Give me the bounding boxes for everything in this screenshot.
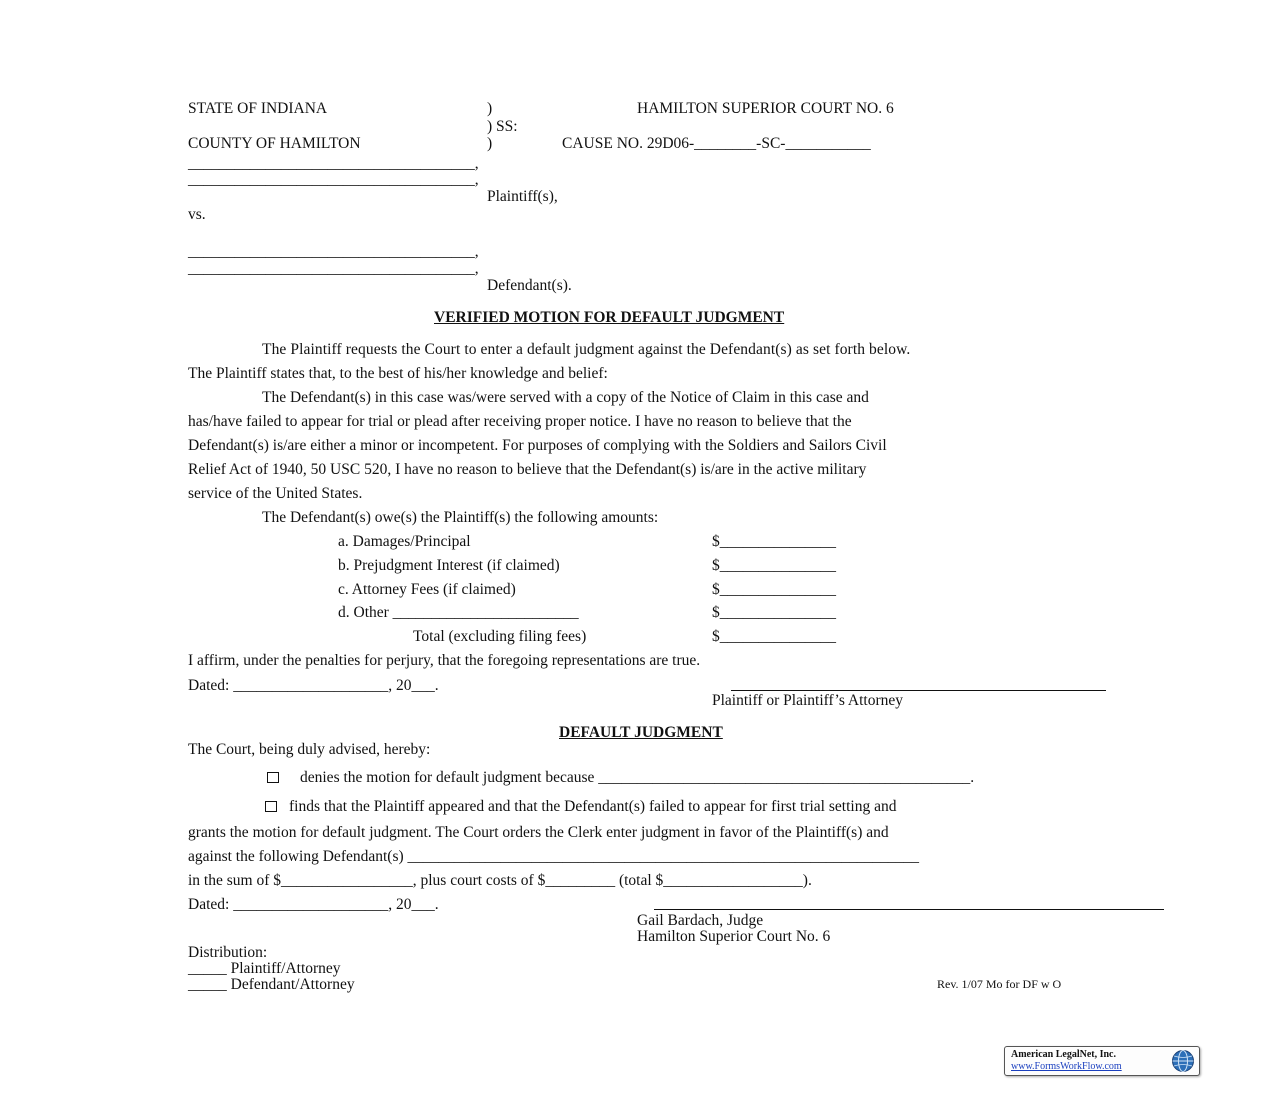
amount-field[interactable]: $_______________	[712, 581, 836, 598]
defendant-name-field[interactable]: _____________________________________,	[188, 260, 479, 277]
judgment-title: DEFAULT JUDGMENT	[559, 724, 723, 741]
defendant-name-field[interactable]: _____________________________________,	[188, 243, 479, 260]
distribution-heading: Distribution:	[188, 944, 268, 961]
ss-label: ) SS:	[487, 118, 518, 135]
motion-date-field[interactable]: Dated: ____________________, 20___.	[188, 677, 439, 694]
signature-label: Plaintiff or Plaintiff’s Attorney	[712, 692, 904, 709]
amount-label: a. Damages/Principal	[338, 533, 471, 550]
motion-title: VERIFIED MOTION FOR DEFAULT JUDGMENT	[434, 309, 785, 326]
grant-text-line: grants the motion for default judgment. The Court orders the Clerk enter judgment in favor of the Plaintiff(s) and	[188, 824, 889, 841]
plaintiff-label: Plaintiff(s),	[487, 188, 558, 205]
vs-label: vs.	[188, 206, 206, 223]
defendant-label: Defendant(s).	[487, 277, 572, 294]
distribution-plaintiff[interactable]: _____ Plaintiff/Attorney	[188, 960, 341, 977]
motion-paragraph-line: Defendant(s) is/are either a minor or incompetent. For purposes of complying with the Soldiers and Sailors Civil	[188, 437, 887, 454]
amounts-intro: The Defendant(s) owe(s) the Plaintiff(s) the following amounts:	[262, 509, 659, 526]
state-label: STATE OF INDIANA	[188, 100, 328, 117]
plaintiff-name-field[interactable]: _____________________________________,	[188, 171, 479, 188]
distribution-defendant[interactable]: _____ Defendant/Attorney	[188, 976, 355, 993]
judge-court: Hamilton Superior Court No. 6	[637, 928, 831, 945]
deny-text: denies the motion for default judgment because ________________________________________________.	[300, 769, 975, 786]
motion-paragraph-line: The Plaintiff requests the Court to enter a default judgment against the Defendant(s) as set forth below.	[262, 341, 911, 358]
judge-name: Gail Bardach, Judge	[637, 912, 764, 929]
logo-url[interactable]: www.FormsWorkFlow.com	[1011, 1061, 1122, 1072]
grant-text-line: finds that the Plaintiff appeared and that the Defendant(s) failed to appear for first trial setting and	[289, 798, 897, 815]
amount-field[interactable]: $_______________	[712, 604, 836, 621]
grant-checkbox[interactable]	[265, 801, 277, 812]
county-label: COUNTY OF HAMILTON	[188, 135, 361, 152]
amount-field[interactable]: $_______________	[712, 557, 836, 574]
cause-number-field[interactable]: CAUSE NO. 29D06-________-SC-___________	[562, 135, 871, 152]
amount-field[interactable]: $_______________	[712, 533, 836, 550]
logo-company: American LegalNet, Inc.	[1011, 1049, 1116, 1060]
caption-paren: )	[487, 100, 493, 117]
amount-label: b. Prejudgment Interest (if claimed)	[338, 557, 560, 574]
plaintiff-signature-line[interactable]	[731, 690, 1106, 691]
affirmation-text: I affirm, under the penalties for perjury, that the foregoing representations are true.	[188, 652, 701, 669]
footer-logo[interactable]	[1004, 1046, 1200, 1076]
judge-signature-line[interactable]	[654, 909, 1164, 910]
revision-note: Rev. 1/07 Mo for DF w O	[937, 977, 1062, 991]
plaintiff-name-field[interactable]: _____________________________________,	[188, 155, 479, 172]
amount-label: c. Attorney Fees (if claimed)	[338, 581, 516, 598]
caption-paren: )	[487, 135, 493, 152]
court-name: HAMILTON SUPERIOR COURT NO. 6	[637, 100, 894, 117]
motion-paragraph-line: has/have failed to appear for trial or plead after receiving proper notice. I have no reason to believe that the	[188, 413, 852, 430]
deny-checkbox[interactable]	[267, 772, 279, 783]
motion-paragraph-line: The Defendant(s) in this case was/were served with a copy of the Notice of Claim in this case and	[262, 389, 869, 406]
total-field[interactable]: $_______________	[712, 628, 836, 645]
globe-icon	[1171, 1049, 1195, 1073]
amount-label[interactable]: d. Other ________________________	[338, 604, 579, 621]
total-label: Total (excluding filing fees)	[413, 628, 587, 645]
motion-paragraph-line: Relief Act of 1940, 50 USC 520, I have no reason to believe that the Defendant(s) is/are in the active military	[188, 461, 867, 478]
grant-defendant-field[interactable]: against the following Defendant(s) __________________________________________________________________	[188, 848, 920, 865]
grant-sum-field[interactable]: in the sum of $_________________, plus court costs of $_________ (total $__________________).	[188, 872, 812, 889]
judgment-intro: The Court, being duly advised, hereby:	[188, 741, 431, 758]
motion-paragraph-line: The Plaintiff states that, to the best of his/her knowledge and belief:	[188, 365, 608, 382]
motion-paragraph-line: service of the United States.	[188, 485, 363, 502]
judgment-date-field[interactable]: Dated: ____________________, 20___.	[188, 896, 439, 913]
